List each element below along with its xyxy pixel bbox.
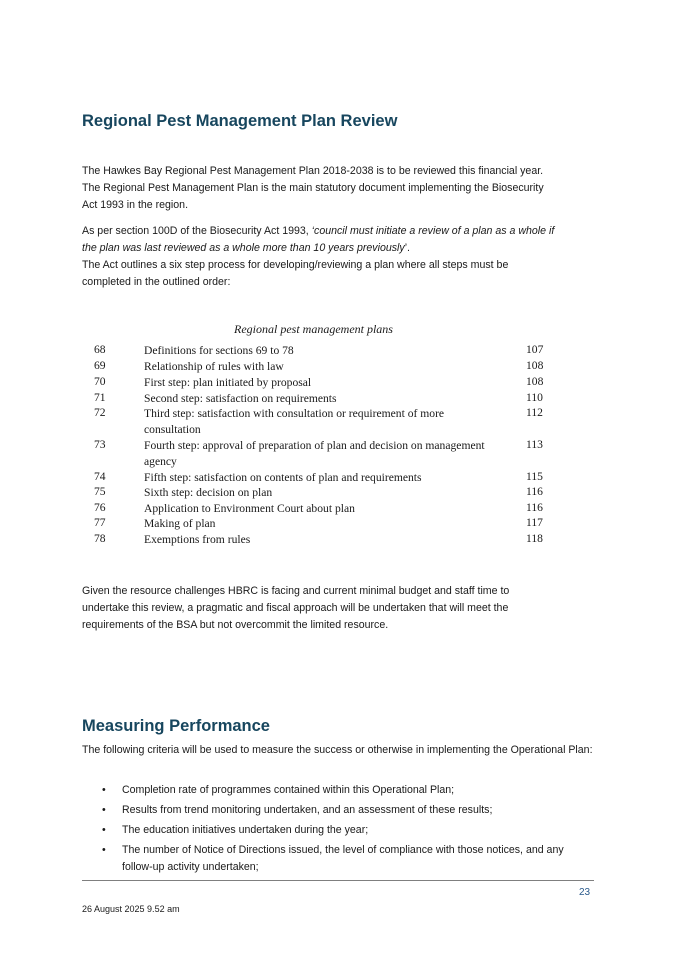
list-item [82, 822, 594, 839]
quote-text: ‘council must initiate a review of a plan as a whole if [311, 225, 555, 237]
page-number: 23 [579, 887, 591, 898]
paragraph-criteria-intro: The following criteria will be used to measure the success or otherwise in implementing the Operational Plan: [82, 744, 593, 756]
section-heading-rpmp-review: Regional Pest Management Plan Review [82, 112, 398, 130]
section-number: 73 [94, 438, 106, 451]
text-line [82, 223, 594, 240]
section-title: Third step: satisfaction with consultation or requirement of more consultation [144, 407, 445, 436]
list-item-text: The education initiatives undertaken during the year; [122, 824, 369, 836]
section-number: 78 [94, 532, 106, 545]
list-item-text: Completion rate of programmes contained within this Operational Plan; [122, 784, 455, 796]
bullet-icon: • [102, 804, 106, 816]
text-line: requirements of the BSA but not overcommit the limited resource. [82, 619, 389, 631]
text-line: The Act outlines a six step process for developing/reviewing a plan where all steps must be [82, 259, 509, 271]
page-ref: 116 [526, 501, 543, 514]
section-number: 77 [94, 516, 106, 529]
page-ref: 112 [526, 406, 543, 419]
paragraph-section-100d [82, 223, 594, 291]
section-title: Application to Environment Court about plan [144, 502, 355, 515]
text-suffix: ’. [404, 242, 410, 254]
section-number: 69 [94, 359, 106, 372]
section-title: Making of plan [144, 517, 216, 530]
section-number: 71 [94, 391, 106, 404]
page-ref: 110 [526, 391, 543, 404]
page-ref: 108 [526, 375, 544, 388]
section-title: Second step: satisfaction on requirements [144, 392, 337, 405]
bullet-icon: • [102, 844, 106, 856]
section-number: 72 [94, 406, 106, 419]
list-item-text: The number of Notice of Directions issued, the level of compliance with those notices, and any follow-up activity undertaken; [122, 844, 564, 873]
section-title: Exemptions from rules [144, 533, 251, 546]
list-item [82, 842, 594, 876]
section-number: 68 [94, 343, 106, 356]
list-item [82, 782, 594, 799]
text-line: The Regional Pest Management Plan is the main statutory document implementing the Biosecurity [82, 182, 544, 194]
list-item-text: Results from trend monitoring undertaken, and an assessment of these results; [122, 804, 493, 816]
paragraph-resource-approach [82, 583, 594, 634]
quote-text: the plan was last reviewed as a whole more than 10 years previously [82, 242, 405, 254]
section-title: Fourth step: approval of preparation of plan and decision on management agency [144, 439, 485, 468]
footer-divider [82, 880, 594, 881]
section-number: 70 [94, 375, 106, 388]
page-ref: 117 [526, 516, 543, 529]
section-title: First step: plan initiated by proposal [144, 376, 312, 389]
page-ref: 108 [526, 359, 544, 372]
text-line: undertake this review, a pragmatic and fiscal approach will be undertaken that will meet the [82, 602, 509, 614]
section-number: 74 [94, 470, 106, 483]
criteria-list [82, 782, 594, 879]
section-number: 75 [94, 485, 106, 498]
text-line: completed in the outlined order: [82, 276, 231, 288]
bullet-icon: • [102, 824, 106, 836]
page-ref: 107 [526, 343, 544, 356]
list-item [82, 802, 594, 819]
section-title: Fifth step: satisfaction on contents of plan and requirements [144, 471, 422, 484]
section-title: Definitions for sections 69 to 78 [144, 344, 294, 357]
text-line: The Hawkes Bay Regional Pest Management Plan 2018-2038 is to be reviewed this financial year. [82, 165, 544, 177]
page-ref: 118 [526, 532, 543, 545]
print-timestamp: 26 August 2025 9.52 am [82, 904, 180, 914]
section-number: 76 [94, 501, 106, 514]
section-heading-measuring-performance: Measuring Performance [82, 717, 270, 735]
paragraph-intro [82, 163, 594, 214]
section-title: Relationship of rules with law [144, 360, 284, 373]
section-title: Sixth step: decision on plan [144, 486, 273, 499]
page-ref: 116 [526, 485, 543, 498]
page-ref: 115 [526, 470, 543, 483]
text-line [82, 240, 594, 257]
text-prefix: As per section 100D of the Biosecurity Act 1993, [82, 225, 312, 237]
contents-title: Regional pest management plans [234, 322, 393, 336]
bullet-icon: • [102, 784, 106, 796]
page-ref: 113 [526, 438, 543, 451]
text-line: Given the resource challenges HBRC is facing and current minimal budget and staff time to [82, 585, 510, 597]
text-line: Act 1993 in the region. [82, 199, 189, 211]
